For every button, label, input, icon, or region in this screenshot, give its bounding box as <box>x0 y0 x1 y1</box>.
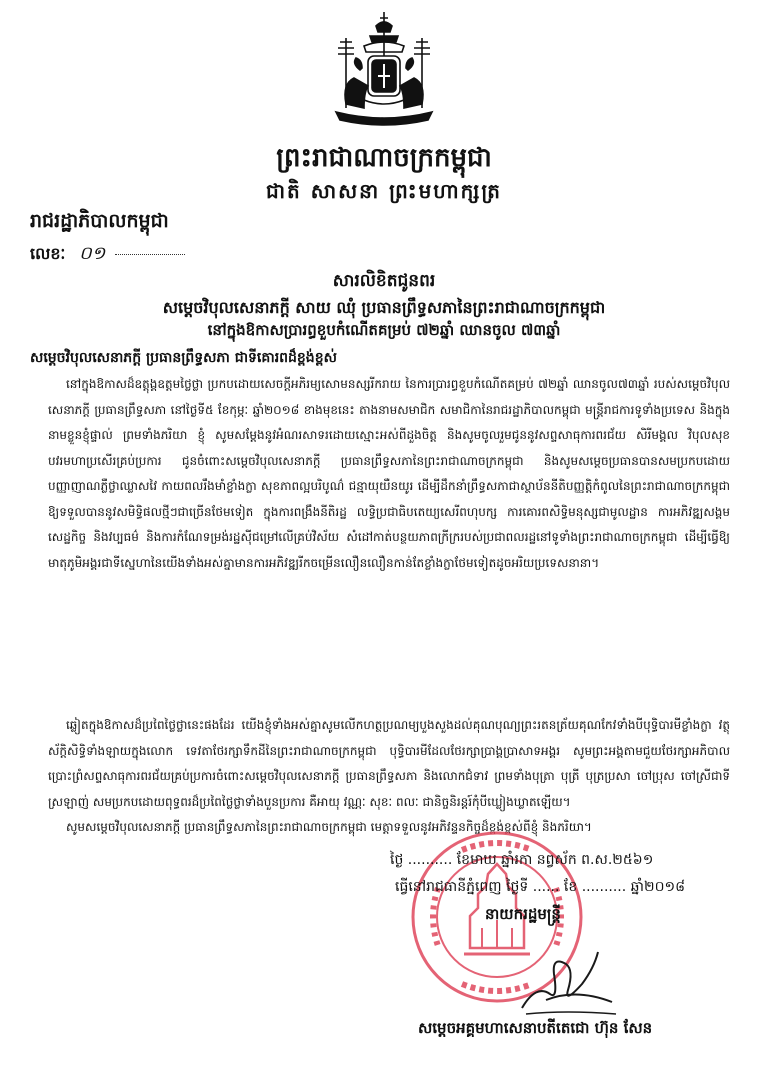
royal-emblem-icon <box>324 8 444 136</box>
kingdom-heading: ព្រះរាជាណាចក្រកម្ពុជា <box>276 143 492 173</box>
lunar-date: ថ្ងៃ .......... ខែមាឃ ឆ្នាំរកា នព្វស័ក ព.ស.២៥៦១ <box>390 852 654 868</box>
salutation: សម្តេចវិបុលសេនាភក្តី ប្រធានព្រឹទ្ធសភា ជាទីគោរពដ៏ខ្ពង់ខ្ពស់ <box>30 350 337 366</box>
signatory-name: សម្តេចអគ្គមហាសេនាបតីតេជោ ហ៊ុន សែន <box>418 1019 653 1037</box>
solar-date-place: ធ្វើនៅរាជធានីភ្នំពេញ ថ្ងៃទី ...... ខែ .......... ឆ្នាំ២០១៨ <box>395 879 685 895</box>
body-paragraph-2: ឆ្លៀតក្នុងឱកាសដ៏ប្រពៃថ្លៃថ្លានេះផងដែរ យើងខ្ញុំទាំងអស់គ្នាសូមលើកហត្ថប្រណម្យបួងសួងដល់គុណបុណ្យព្រះរតនត្រ័យគុណកែវទាំងបីបុទ្ធិបារមីខ្លាំងក្លា វត្ថុស័ក្តិសិទ្ធិទាំងឡាយក្នុងលោក ទេវតាថែរក្សាទឹកដីនៃព្រះរាជាណាចក្រកម្ពុជា បុទ្ធិបារមីដែលថែរក្សាប្រាង្គប្រាសាទអង្គរ សូមព្រះអង្គតាមជួយថែរក្សាអភិបាលប្រោះព្រំសព្ទសាធុការពរជ័យគ្រប់ប្រការចំពោះសម្តេចវិបុលសេនាភក្តី ប្រធានព្រឹទ្ធសភា និងលោកជំទាវ ព្រមទាំងបុត្រា បុត្រី បុត្រប្រសា ចៅប្រុស ចៅស្រីជាទីស្រឡាញ់ សមប្រកបដោយពុទ្ធពរដ៏ប្រពៃថ្លៃថ្លាទាំងបួនប្រការ គឺអាយុ វណ្ណៈ សុខៈ ពលៈ ជានិច្ចនិរន្តរ៍កុំបីឃ្លៀងឃ្លាតឡើយ។ <box>48 718 730 809</box>
letter-title: សារលិខិតជូនពរ <box>332 271 436 291</box>
letter-subtitle-recipient: សម្តេចវិបុលសេនាភក្តី សាយ ឈុំ ប្រធានព្រឹទ្ធសភានៃព្រះរាជាណាចក្រកម្ពុជា <box>162 298 606 317</box>
body-paragraph-3: សូមសម្តេចវិបុលសេនាភក្តី ប្រធានព្រឹទ្ធសភានៃព្រះរាជាណាចក្រកម្ពុជា មេត្តាទទួលនូវអភិវន្ទនកិច្ចដ៏ខ្ពង់ខ្ពស់ពីខ្ញុំ និងភរិយា។ <box>66 820 592 834</box>
government-name: រាជរដ្ឋាភិបាលកម្ពុជា <box>30 210 169 232</box>
reference-number-line <box>30 241 185 268</box>
signature-icon <box>516 944 622 1022</box>
reference-label: លេខៈ <box>30 244 66 263</box>
reference-number: ០១ <box>78 243 106 264</box>
letter-subtitle-occasion: នៅក្នុងឱកាសប្រារព្ធខួបកំណើតគម្រប់ ៧២ឆ្នាំ ឈានចូល ៧៣ឆ្នាំ <box>207 321 561 339</box>
body-paragraph-1: នៅក្នុងឱកាសដ៏ឧត្តុង្គឧត្តមថ្លៃថ្លា ប្រកបដោយសេចក្តីអភិរម្យសោមនស្សរីករាយ នៃការប្រារព្ធខួបកំណើតគម្រប់ ៧២ឆ្នាំ ឈានចូល៧៣ឆ្នាំ របស់សម្តេចវិបុលសេនាភក្តី ប្រធានព្រឹទ្ធសភា នៅថ្ងៃទី៥ ខែកុម្ភៈ ឆ្នាំ២០១៨ ខាងមុខនេះ តាងនាមសមាជិក សមាជិកានៃរាជរដ្ឋាភិបាលកម្ពុជា មន្ត្រីរាជការទូទាំងប្រទេស និងក្នុងនាមខ្លួនខ្ញុំផ្ទាល់ ព្រមទាំងភរិយា ខ្ញុំ សូមសម្តែងនូវអំណរសាទរដោយស្មោះអស់ពីដួងចិត្ត និងសូមចូលរួមជូននូវសព្ទសាធុការពរជ័យ សិរីមង្គល វិបុលសុខ បវរមហាប្រសើរគ្រប់ប្រការ ជូនចំពោះសម្តេចវិបុលសេនាភក្តី ប្រធានព្រឹទ្ធសភានៃព្រះរាជាណាចក្រកម្ពុជា និងសូមសម្តេចប្រធានបានសមប្រកបដោយបញ្ញាញាណភ្លឺថ្លាឈ្លាសវៃ កាយពលរឹងមាំខ្លាំងក្លា សុខភាពល្អបរិបូណ៌ ជន្មាយុយឺនយូរ ដើម្បីដឹកនាំព្រឹទ្ធសភាជាស្ថាប័ននីតិបញ្ញត្តិកំពូលនៃព្រះរាជាណាចក្រកម្ពុជា ឱ្យទទួលបាននូវសមិទ្ធិផលថ្មីៗជាច្រើនថែមទៀត ក្នុងការពង្រឹងនីតិរដ្ឋ លទ្ធិប្រជាធិបតេយ្យសេរីពហុបក្ស ការគោរពសិទ្ធិមនុស្សជាមូលដ្ឋាន ការអភិវឌ្ឍសង្គមសេដ្ឋកិច្ច និងវប្បធម៌ និងការកំណែទម្រង់រដ្ឋស៊ីជម្រៅលើគ្រប់វិស័យ សំដៅកាត់បន្ថយភាពក្រីក្ររបស់ប្រជាពលរដ្ឋនៅទូទាំងព្រះរាជាណាចក្រកម្ពុជា ដើម្បីធ្វើឱ្យមាតុភូមិអង្គរជាទីស្នេហានៃយើងទាំងអស់គ្នាមានការអភិវឌ្ឍរីកចម្រើនលឿនលឿនកាន់តែខ្លាំងក្លាថែមទៀតដូចអរិយប្រទេសនានា។ <box>48 377 731 570</box>
signatory-position: នាយករដ្ឋមន្ត្រី <box>485 905 561 923</box>
national-motto: ជាតិ សាសនា ព្រះមហាក្សត្រ <box>266 179 502 203</box>
reference-dots <box>115 254 185 255</box>
